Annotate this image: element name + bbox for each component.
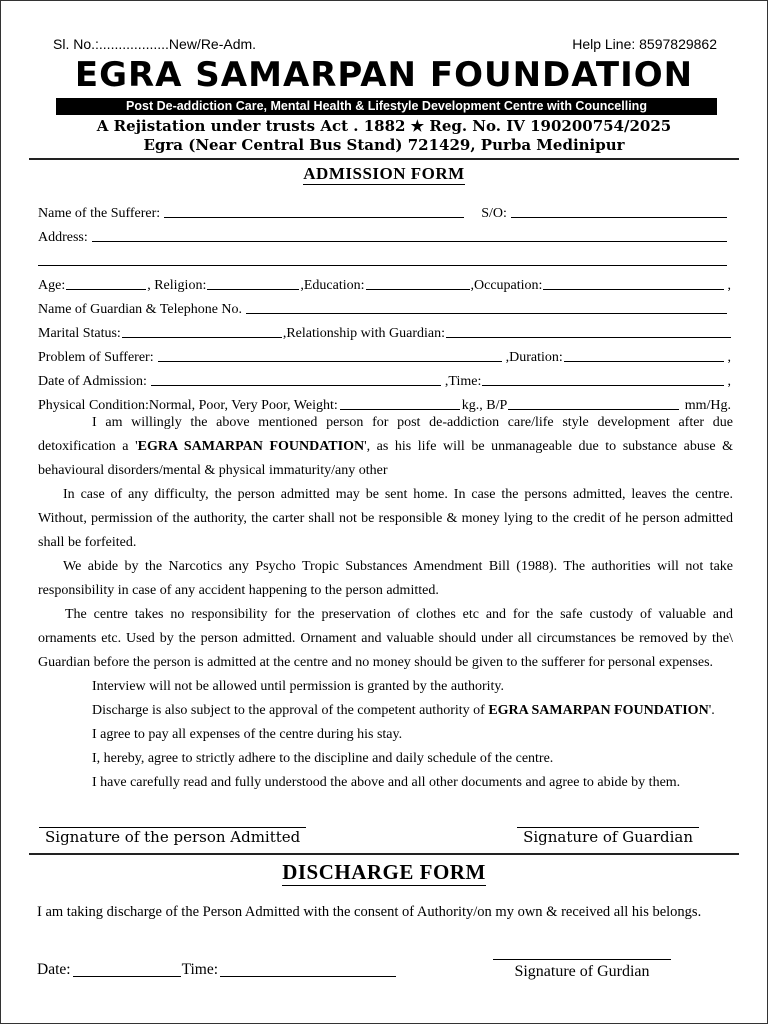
label-physical: Physical Condition:Normal, Poor, Very Poor, Weight: xyxy=(38,398,338,413)
serial-number: Sl. No.:..................New/Re-Adm. xyxy=(53,36,257,52)
label-guardian: Name of Guardian & Telephone No. xyxy=(38,302,243,317)
bp-field[interactable] xyxy=(508,395,678,410)
so-field[interactable] xyxy=(511,203,727,218)
paragraph-8: I, hereby, agree to strictly adhere to the discipline and daily schedule of the centre. xyxy=(92,751,554,766)
row-age xyxy=(38,270,731,294)
label-time: ,Time: xyxy=(444,374,482,389)
paragraph-1 xyxy=(38,411,733,483)
paragraph-5: Interview will not be allowed until permission is granted by the authority. xyxy=(92,679,505,694)
label-so: S/O: xyxy=(481,206,507,221)
row-problem xyxy=(38,342,731,366)
label-date-admission: Date of Admission: xyxy=(38,374,147,389)
paragraph-6 xyxy=(38,699,733,723)
paragraph-6-org: EGRA SAMARPAN FOUNDATION xyxy=(488,703,709,718)
section-divider xyxy=(29,853,739,855)
paragraph-2: In case of any difficulty, the person admitted may be sent home. In case the persons admitted, leaves the centre. Without, permission of the authority, the carter shall not be responsible & money lying to the credit of he person admitted shall be forfeited. xyxy=(38,487,733,550)
discharge-form-title xyxy=(1,860,767,885)
label-age: Age: xyxy=(38,278,66,293)
weight-field[interactable] xyxy=(340,395,460,410)
label-mmhg: mm/Hg. xyxy=(684,398,731,413)
paragraph-6-text-b: '. xyxy=(708,703,715,718)
education-field[interactable] xyxy=(366,275,470,290)
label-address: Address: xyxy=(38,230,88,245)
label-discharge-date: Date: xyxy=(37,961,71,978)
address-line: Egra (Near Central Bus Stand) 721429, Purba Medinipur xyxy=(143,136,625,154)
admission-signatures xyxy=(39,827,699,846)
helpline: Help Line: 8597829862 xyxy=(572,36,717,52)
discharge-date-field[interactable] xyxy=(73,962,181,977)
declaration-text xyxy=(38,411,733,795)
label-sufferer-name: Name of the Sufferer: xyxy=(38,206,161,221)
label-kg-bp: kg., B/P xyxy=(461,398,508,413)
row-address-2 xyxy=(38,246,731,270)
paragraph-7: I agree to pay all expenses of the centre during his stay. xyxy=(92,727,403,742)
paragraph-1-org: EGRA SAMARPAN FOUNDATION xyxy=(137,439,365,454)
label-duration: ,Duration: xyxy=(505,350,563,365)
row-marital xyxy=(38,318,731,342)
paragraph-3: We abide by the Narcotics any Psycho Tropic Substances Amendment Bill (1988). The authorities will not take responsibility in case of any accident happening to the person admitted. xyxy=(38,559,733,598)
paragraph-6-text-a: Discharge is also subject to the approval of the competent authority of xyxy=(92,703,489,718)
row-guardian xyxy=(38,294,731,318)
signature-person-admitted[interactable]: Signature of the person Admitted xyxy=(39,827,306,846)
admission-form-title xyxy=(1,164,767,184)
address-field-line-2[interactable] xyxy=(38,251,727,266)
organization-name: EGRA SAMARPAN FOUNDATION xyxy=(74,55,694,95)
label-problem: Problem of Sufferer: xyxy=(38,350,154,365)
discharge-statement: I am taking discharge of the Person Admitted with the consent of Authority/on my own & received all his belongs. xyxy=(37,904,702,920)
discharge-time-field[interactable] xyxy=(220,962,396,977)
row-sufferer xyxy=(38,198,731,222)
row-end-comma: , xyxy=(727,278,731,293)
label-relationship: ,Relationship with Guardian: xyxy=(282,326,445,341)
signature-guardian[interactable]: Signature of Guardian xyxy=(517,827,699,846)
guardian-field[interactable] xyxy=(246,299,727,314)
sufferer-name-field[interactable] xyxy=(164,203,464,218)
discharge-form-title-text: DISCHARGE FORM xyxy=(282,860,486,884)
label-discharge-time: Time: xyxy=(181,961,219,978)
paragraph-1-text-a: I am willingly the above mentioned person for post de-addiction care/life style development after due detoxification a ' xyxy=(38,415,733,454)
relationship-field[interactable] xyxy=(446,323,731,338)
marital-field[interactable] xyxy=(122,323,282,338)
paragraph-4: The centre takes no responsibility for the preservation of clothes etc and for the safe custody of valuable and ornaments etc. Used by the person admitted. Ornament and valuable should under all circumstances be removed by the\ Guardian before the person is admitted at the centre and no money should be given to the sufferer for personal expenses. xyxy=(38,607,733,670)
label-marital: Marital Status: xyxy=(38,326,121,341)
address-field[interactable] xyxy=(92,227,727,242)
label-religion: , Religion: xyxy=(147,278,207,293)
row-end-comma: , xyxy=(727,374,731,389)
admission-form-title-text: ADMISSION FORM xyxy=(303,164,465,183)
discharge-guardian-signature[interactable]: Signature of Gurdian xyxy=(493,959,671,981)
registration-line: A Rejistation under trusts Act . 1882 ★ Reg. No. IV 190200754/2025 xyxy=(96,117,672,135)
date-admission-field[interactable] xyxy=(151,371,441,386)
row-date-admission xyxy=(38,366,731,390)
tagline-banner: Post De-addiction Care, Mental Health & Lifestyle Development Centre with Councelling xyxy=(56,98,717,115)
label-occupation: ,Occupation: xyxy=(470,278,543,293)
header-top-row xyxy=(53,36,717,52)
paragraph-9: I have carefully read and fully understood the above and all other documents and agree to abide by them. xyxy=(92,775,681,790)
religion-field[interactable] xyxy=(207,275,299,290)
time-field[interactable] xyxy=(482,371,723,386)
duration-field[interactable] xyxy=(564,347,724,362)
age-field[interactable] xyxy=(66,275,146,290)
occupation-field[interactable] xyxy=(543,275,723,290)
label-education: ,Education: xyxy=(300,278,365,293)
paragraph-1-text-b: ', as his life will be unmanageable due to substance abuse & behavioural disorders/mental & physical immaturity/any other xyxy=(38,439,733,478)
row-end-comma: , xyxy=(727,350,731,365)
problem-field[interactable] xyxy=(158,347,502,362)
row-address xyxy=(38,222,731,246)
header-divider xyxy=(29,158,739,160)
admission-fields xyxy=(38,198,731,414)
